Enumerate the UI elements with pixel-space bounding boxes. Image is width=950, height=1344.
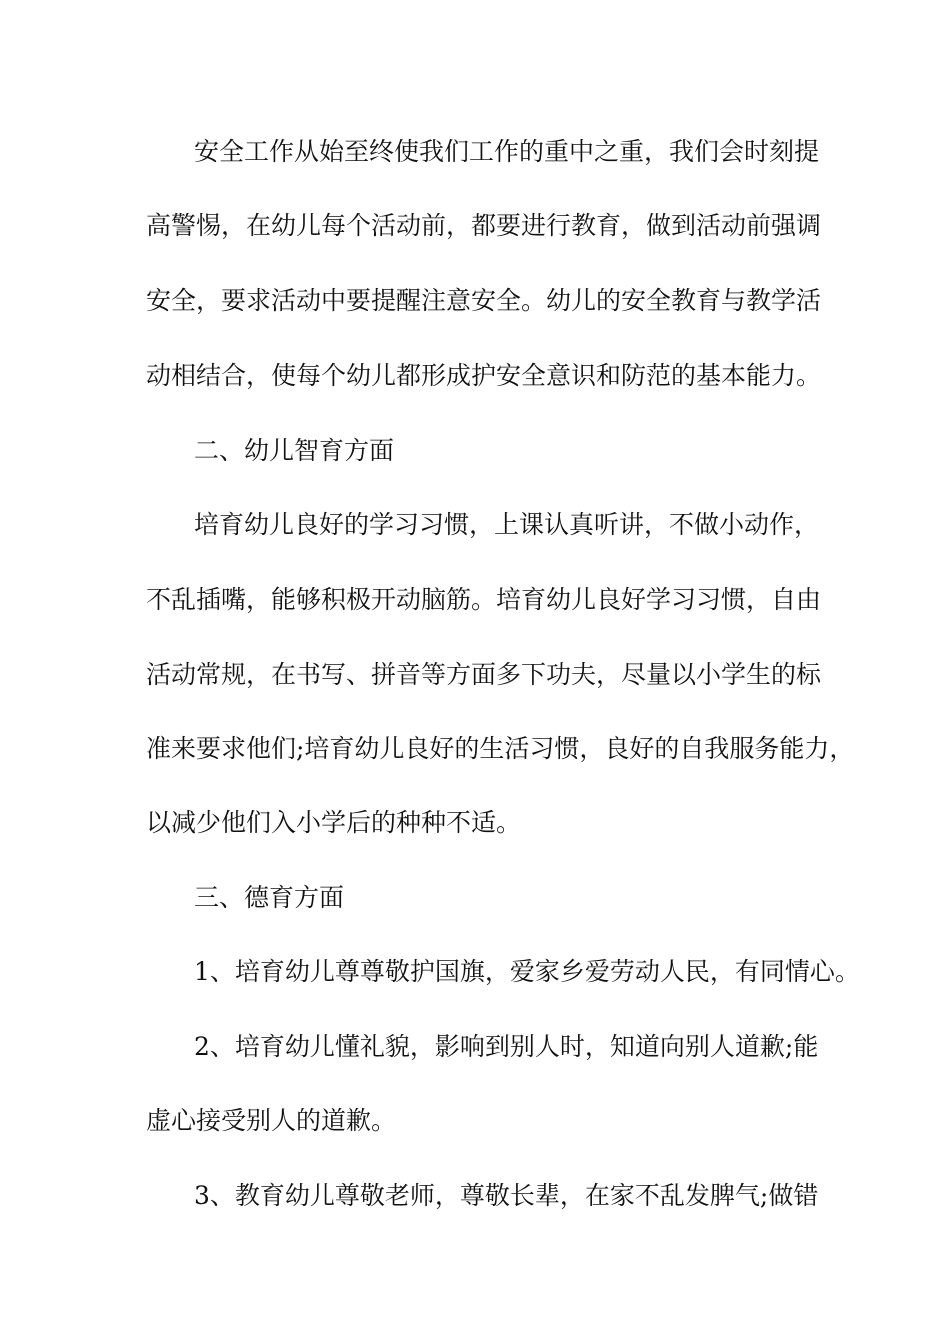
paragraph-line: 准来要求他们;培育幼儿良好的生活习惯，良好的自我服务能力， [146,734,855,763]
paragraph-line: 高警惕，在幼儿每个活动前，都要进行教育，做到活动前强调 [146,211,822,240]
paragraph-line: 不乱插嘴，能够积极开动脑筋。培育幼儿良好学习习惯，自由 [146,585,822,614]
paragraph-line: 培育幼儿良好的学习习惯，上课认真听讲，不做小动作， [194,510,820,539]
paragraph-line: 活动常规，在书写、拼音等方面多下功夫，尽量以小学生的标 [146,660,822,689]
paragraph-line: 以减少他们入小学后的种种不适。 [146,808,522,837]
section-heading: 三、德育方面 [194,883,345,912]
list-item: 3、教育幼儿尊敬老师，尊敬长辈，在家不乱发脾气;做错 [194,1181,819,1210]
paragraph-line: 安全，要求活动中要提醒注意安全。幼儿的安全教育与教学活 [146,286,822,315]
list-item-continuation: 虚心接受别人的道歉。 [146,1106,397,1135]
section-heading: 二、幼儿智育方面 [194,436,395,465]
paragraph-line: 动相结合，使每个幼儿都形成护安全意识和防范的基本能力。 [146,361,822,390]
list-item: 1、培育幼儿尊尊敬护国旗，爱家乡爱劳动人民，有同情心。 [194,957,860,986]
list-item: 2、培育幼儿懂礼貌，影响到别人时，知道向别人道歉;能 [194,1032,819,1061]
paragraph-line: 安全工作从始至终使我们工作的重中之重，我们会时刻提 [194,137,820,166]
